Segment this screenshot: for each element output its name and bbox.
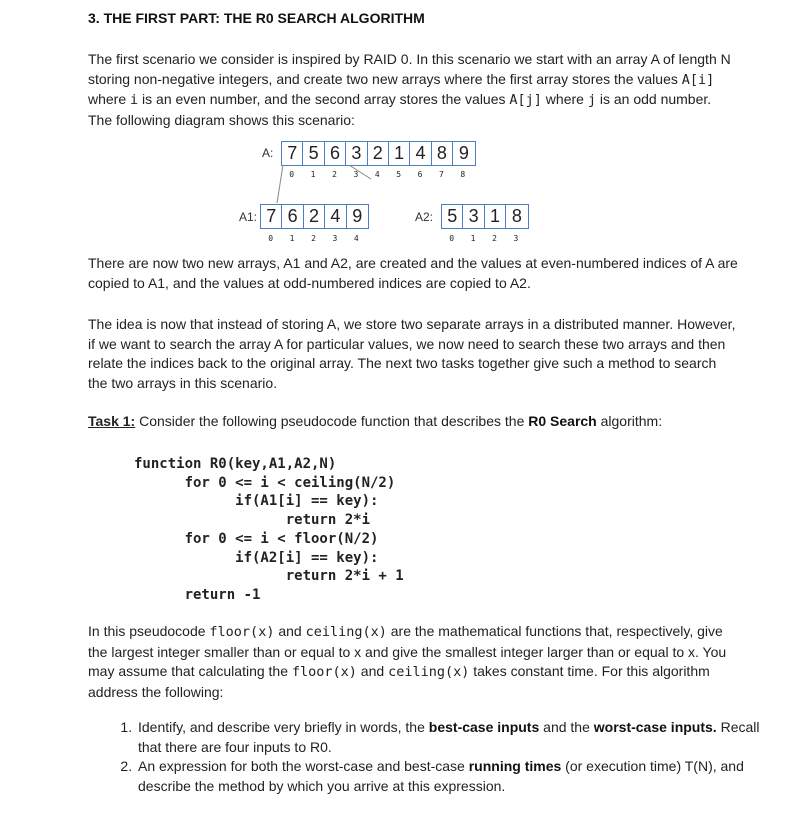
question-text: and the <box>539 719 594 735</box>
array-a-index: 0 <box>289 170 295 179</box>
paragraph-text: takes constant time. For this algorithm address the following: <box>88 663 710 700</box>
array-a2-index: 2 <box>492 234 497 243</box>
array-a1-index: 1 <box>289 234 295 243</box>
paragraph-text: In this pseudocode <box>88 623 210 639</box>
array-a-label: A: <box>262 146 274 160</box>
array-a2-indices <box>441 234 527 243</box>
intro-text: is an odd number. The following diagram shows this scenario: <box>88 91 712 128</box>
question-text: (or execution time) T(N), and describe the method by which you arrive at this expression. <box>138 758 744 794</box>
intro-text: is an even number, and the second array stores the values <box>138 91 510 107</box>
code-line: if(A1[i] == key): <box>134 493 379 510</box>
array-a-index: 3 <box>353 170 359 179</box>
array-a2-index: 0 <box>449 234 455 243</box>
pseudocode-block <box>134 455 404 605</box>
array-a-index: 1 <box>310 170 316 179</box>
code-a-j: A[j] <box>509 92 542 108</box>
floor-ceiling-paragraph <box>88 622 738 702</box>
code-line: function R0(key,A1,A2,N) <box>134 456 337 472</box>
array-a-cell: 9 <box>458 143 469 163</box>
question-item <box>136 718 766 757</box>
task1-label: Task 1: <box>88 413 136 429</box>
array-a1-cell: 4 <box>325 205 346 228</box>
task1-text: algorithm: <box>596 413 663 429</box>
task1-algorithm-name: R0 Search <box>528 413 597 429</box>
question-text: An expression for both the worst-case and best-case <box>138 758 469 774</box>
array-a2-label: A2: <box>415 210 434 224</box>
array-a-cell: 3 <box>346 142 367 165</box>
array-a-cell: 5 <box>303 142 324 165</box>
array-a-index: 6 <box>417 170 423 179</box>
intro-text: where <box>88 91 131 107</box>
mapping-line <box>277 165 283 203</box>
array-a2-cell: 3 <box>463 205 484 228</box>
array-a1-indices <box>260 234 367 243</box>
array-a1-cell: 7 <box>261 205 282 228</box>
question-item <box>136 757 766 796</box>
array-a-index: 4 <box>374 170 380 179</box>
array-a-cell: 2 <box>368 142 389 165</box>
array-a1-index: 2 <box>311 234 316 243</box>
array-a1-index: 3 <box>332 234 338 243</box>
array-a2-cell: 5 <box>442 205 463 228</box>
array-a2-cell: 8 <box>511 206 522 226</box>
array-a-index: 2 <box>332 170 337 179</box>
code-line: if(A2[i] == key): <box>134 549 379 566</box>
array-a-cell: 1 <box>389 142 410 165</box>
code-a-i: A[i] <box>681 71 715 88</box>
code-line: return 2*i <box>134 512 371 529</box>
array-a1-label: A1: <box>239 210 258 224</box>
intro-paragraph <box>88 50 738 130</box>
paragraph-text: and <box>356 663 389 679</box>
array-a1-cell: 6 <box>282 205 303 228</box>
code-floor: floor(x) <box>291 664 357 680</box>
question-text: Identify, and describe very briefly in words, the <box>138 719 429 735</box>
array-a-cell: 4 <box>410 142 431 165</box>
paragraph-text: are the mathematical functions that, respectively, give the largest integer smaller than or equal to x and give the smallest integer larger than or equal to x. You may assume that calculating the <box>88 623 727 679</box>
question-bold: best-case inputs <box>428 719 540 735</box>
code-line: for 0 <= i < floor(N/2) <box>134 530 379 547</box>
array-a-cell: 8 <box>432 142 453 165</box>
question-bold: worst-case inputs. <box>593 719 717 735</box>
code-i: i <box>130 92 139 108</box>
array-a2-index: 3 <box>513 234 519 243</box>
code-line: for 0 <= i < ceiling(N/2) <box>134 474 396 491</box>
mapping-line <box>349 165 371 179</box>
array-a-cell: 6 <box>325 142 346 165</box>
idea-paragraph: The idea is now that instead of storing A, we store two separate arrays in a distributed manner. However, if we want to search the array A for particular values, we now need to search these two arrays and then relate the indices back to the original array. The next two tasks together give such a method to search the two arrays in this scenario. <box>88 316 736 391</box>
array-a-index: 8 <box>460 170 466 179</box>
paragraph-text: and <box>274 623 306 639</box>
question-bold: running times <box>468 758 562 774</box>
task1-text: Consider the following pseudocode function that describes the <box>135 413 529 429</box>
array-a-index: 7 <box>439 170 444 179</box>
intro-text: where <box>541 91 588 107</box>
array-a2-index: 1 <box>470 234 476 243</box>
code-line: return 2*i + 1 <box>134 568 404 585</box>
intro-text: The first scenario we consider is inspired by RAID 0. In this scenario we start with an array A of length N storing non-negative integers, and create two new arrays where the first array stores the values <box>88 51 731 87</box>
array-a1-index: 0 <box>268 234 274 243</box>
section-heading: 3. THE FIRST PART: THE R0 SEARCH ALGORITHM <box>88 10 425 26</box>
mapping-lines <box>255 165 375 205</box>
question-text: Recall that there are four inputs to R0. <box>138 719 760 755</box>
code-ceiling: ceiling(x) <box>388 664 470 680</box>
array-a2-cell: 1 <box>485 205 506 228</box>
array-a <box>281 141 476 166</box>
array-a-index: 5 <box>396 170 402 179</box>
task1-paragraph <box>88 412 738 432</box>
code-line: return -1 <box>134 586 261 603</box>
array-a-cell: 7 <box>282 142 303 165</box>
after-diagram-paragraph: There are now two new arrays, A1 and A2, are created and the values at even-numbered indices of A are copied to A1, and the values at odd-numbered indices are copied to A2. <box>88 255 738 291</box>
array-a2 <box>441 204 529 229</box>
array-a1-cell: 9 <box>352 206 363 226</box>
code-ceiling: ceiling(x) <box>305 624 387 640</box>
array-a1-cell: 2 <box>304 205 325 228</box>
array-a1-index: 4 <box>353 234 359 243</box>
array-a1 <box>260 204 369 229</box>
code-floor: floor(x) <box>209 624 275 640</box>
code-j: j <box>587 92 596 108</box>
question-list <box>88 718 766 796</box>
